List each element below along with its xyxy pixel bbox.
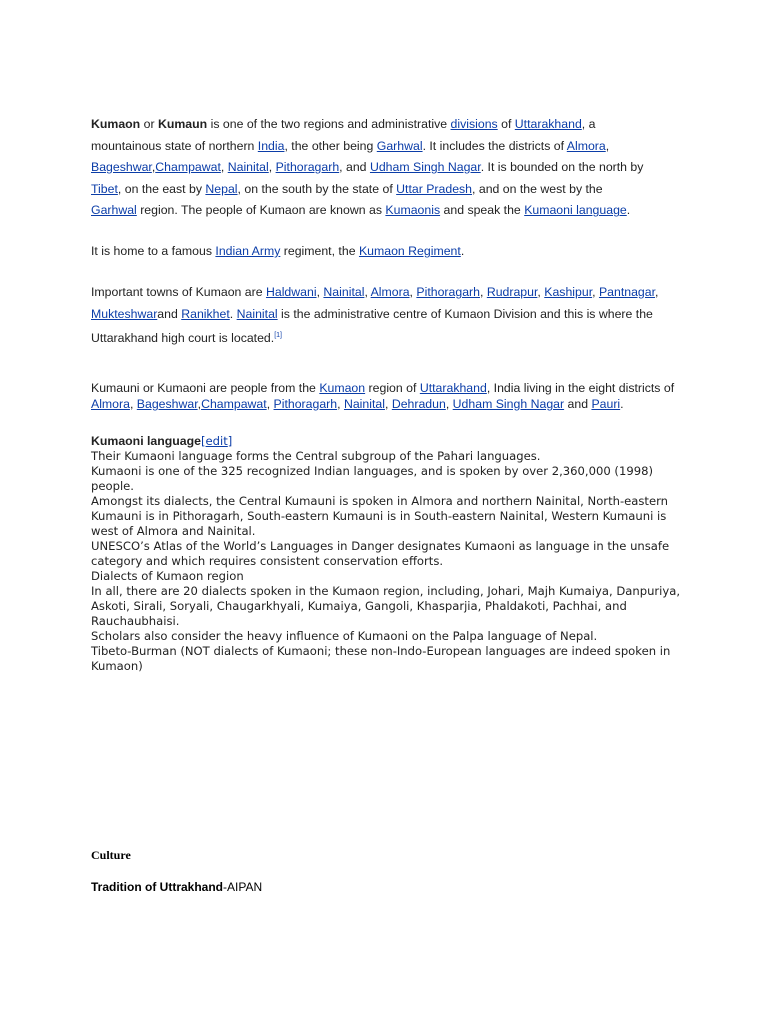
link-bageshwar[interactable]: Bageshwar [91,160,152,175]
text: , on the south by the state of [237,181,397,196]
text: . [620,397,624,411]
text: , [592,285,599,299]
section-title: Kumaoni language [91,434,201,448]
lang-line: Scholars also consider the heavy influence of Kumaoni on the Palpa language of Nepal. [91,629,598,643]
lang-line: Dialects of Kumaon region [91,569,244,583]
term-kumaun: Kumaun [157,117,208,131]
link-divisions[interactable]: divisions [450,117,498,131]
link-nainital-2[interactable]: Nainital [236,306,278,321]
text: and [157,306,182,321]
text: , [316,285,324,299]
link-kumaon[interactable]: Kumaon [319,381,366,395]
text: , [129,397,137,411]
text: , [479,285,487,299]
link-bageshwar[interactable]: Bageshwar [136,397,198,411]
link-almora[interactable]: Almora [370,285,410,299]
regiment-paragraph [91,241,651,263]
tradition-line [91,880,262,894]
link-uttarakhand[interactable]: Uttarakhand [514,117,582,131]
link-champawat[interactable]: Champawat [201,397,267,411]
lang-line: In all, there are 20 dialects spoken in the Kumaon region, including, Johari, Majh Kumaiya, Danpuriya, Askoti, Sirali, Soryali, Chaugarkhyali, Kumaiya, Gangoli, Khasparjia, Phaldakoti, Pachhai, and Rauchaubhaisi. [91,584,681,628]
text: , on the east by [117,181,206,196]
reference-1[interactable]: [1] [274,332,282,340]
text: , [409,285,417,299]
lang-line: Amongst its dialects, the Central Kumauni is spoken in Almora and northern Nainital, North-eastern Kumauni is in Pithoragarh, South-eastern Kumauni is in South-eastern Nainital, Western Kumauni is west of Almora and Nainital. [91,494,669,538]
culture-heading: Culture [91,848,131,862]
link-udham-singh-nagar[interactable]: Udham Singh Nagar [369,160,481,175]
tradition-suffix: -AIPAN [223,880,263,894]
link-ranikhet[interactable]: Ranikhet [181,306,230,321]
text: is one of the two regions and administrative [207,117,451,131]
text: , [151,160,156,175]
edit-bracket-open: [ [201,434,206,448]
link-dehradun[interactable]: Dehradun [391,397,446,411]
link-kashipur[interactable]: Kashipur [544,285,593,299]
text: . It includes the districts of [422,138,567,153]
link-uttar-pradesh[interactable]: Uttar Pradesh [396,181,473,196]
text: region. The people of Kumaon are known as [136,203,386,218]
text: , a mountainous state of northern [91,117,596,153]
link-nepal[interactable]: Nepal [205,181,238,196]
link-garhwal-2[interactable]: Garhwal [91,203,137,218]
link-pithoragarh[interactable]: Pithoragarh [416,285,480,299]
lang-line: Kumaoni is one of the 325 recognized Indian languages, and is spoken by over 2,360,000 (1998) people. [91,464,653,493]
text: , [384,397,392,411]
link-almora[interactable]: Almora [566,138,606,153]
towns-paragraph [91,282,683,350]
text: or [140,117,158,131]
link-kumaonis[interactable]: Kumaonis [385,203,441,218]
text: , [337,397,344,411]
text: , [445,397,453,411]
text: , [220,160,228,175]
text: , and on the west by the [472,181,603,196]
link-indian-army[interactable]: Indian Army [215,244,281,258]
link-mukteshwar[interactable]: Mukteshwar [91,306,158,321]
lang-line: UNESCO’s Atlas of the World’s Languages in Danger designates Kumaoni as language in the unsafe category and which requires consistent conservation efforts. [91,539,670,568]
edit-link[interactable]: edit [205,434,228,448]
text: Important towns of Kumaon are [91,285,266,299]
link-nainital[interactable]: Nainital [343,397,385,411]
text: , [537,285,545,299]
text: , [266,397,274,411]
link-pauri[interactable]: Pauri [591,397,621,411]
text: , the other being [284,138,377,153]
text: , [364,285,371,299]
text: regiment, the [280,244,359,258]
text: and [564,397,592,411]
edit-bracket-close: ] [227,434,233,448]
tradition-title: Tradition of Uttrakhand [91,880,223,894]
kumaoni-language-section [91,434,691,674]
text: region of [365,381,420,395]
text: . [229,306,237,321]
link-kumaoni-language[interactable]: Kumaoni language [524,203,627,218]
text: , [655,285,659,299]
link-pithoragarh[interactable]: Pithoragarh [273,397,338,411]
text: , [268,160,276,175]
lang-line: Their Kumaoni language forms the Central subgroup of the Pahari languages. [91,449,541,463]
people-paragraph [91,380,683,412]
link-nainital[interactable]: Nainital [323,285,365,299]
section-heading [91,434,691,449]
link-uttarakhand[interactable]: Uttarakhand [419,381,487,395]
link-udham-singh-nagar[interactable]: Udham Singh Nagar [452,397,565,411]
text: Kumauni or Kumaoni are people from the [91,381,320,395]
text: It is home to a famous [91,244,216,258]
link-kumaon-regiment[interactable]: Kumaon Regiment [358,244,461,258]
link-almora[interactable]: Almora [91,397,130,411]
text: , and [339,160,370,175]
text: , [605,138,610,153]
link-haldwani[interactable]: Haldwani [265,285,317,299]
link-pithoragarh[interactable]: Pithoragarh [275,160,340,175]
text: , India living in the eight districts of [486,381,675,395]
text: . [626,203,631,218]
link-garhwal[interactable]: Garhwal [376,138,423,153]
term-kumaon: Kumaon [91,117,141,131]
link-tibet[interactable]: Tibet [91,181,118,196]
link-rudrapur[interactable]: Rudrapur [486,285,538,299]
link-nainital[interactable]: Nainital [227,160,269,175]
link-pantnagar[interactable]: Pantnagar [598,285,656,299]
link-india[interactable]: India [257,138,285,153]
intro-paragraph [91,114,651,222]
text: . It is bounded on the north by [480,160,644,175]
text: . [460,244,465,258]
lang-line: Tibeto-Burman (NOT dialects of Kumaoni; these non-Indo-European languages are indeed spoken in Kumaon) [91,644,671,673]
text: of [497,117,515,131]
text: and speak the [440,203,525,218]
text: is the administrative centre of Kumaon Division and this is where the Uttarakhand high court is located. [91,306,653,346]
text: , [197,397,202,411]
link-champawat[interactable]: Champawat [155,160,221,175]
